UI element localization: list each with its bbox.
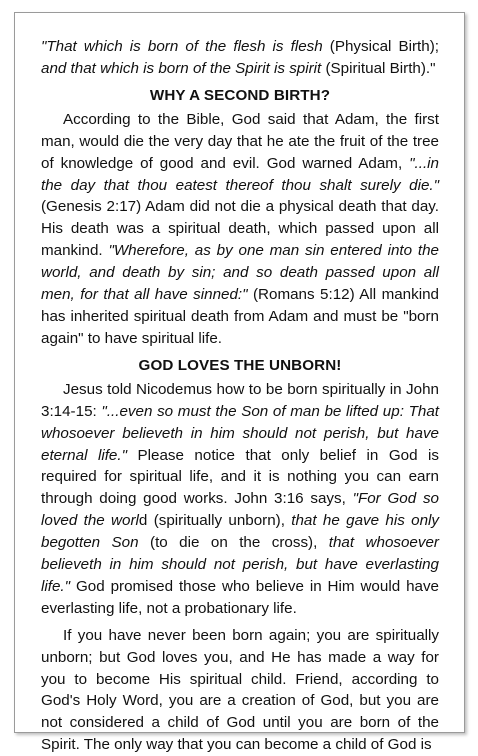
s2-text-1: Jesus told Nicodemus how to be born spiritually in John 3:14-15: — [41, 380, 439, 420]
s1-quote-genesis: "...in the day that thou eatest thereof thou shalt surely die." — [41, 154, 439, 194]
s2-quote-john-3-16a: "For God so loved the worl — [41, 490, 439, 530]
paragraph-nicodemus — [41, 379, 439, 620]
intro-quote-1: "That which is born of the flesh is flesh — [41, 38, 323, 55]
intro-quote-2: and that which is born of the Spirit is spirit — [41, 59, 322, 77]
paragraph-spiritually-unborn: If you have never been born again; you are spiritually unborn; but God loves you, and He has made a way for you to become His spiritual child. Friend, according to God's Holy Word, you are a creation of God, but you are not considered a child of God until you are born of the Spirit. The only way that you can become a child of God is — [41, 626, 439, 754]
s2-text-5: God promised those who believe in Him would have everlasting life, not a probationary life. — [41, 577, 439, 617]
s2-quote-john-3-14: "...even so must the Son of man be lifted up: That whosoever believeth in him should not perish, but have eternal life." — [41, 402, 439, 464]
s2-text-4: (to die on the cross), — [138, 534, 329, 552]
s2-text-2: Please notice that only belief in God is required for spiritual life, and it is nothing you can earn through doing good works. John 3:16 says, — [41, 446, 440, 508]
s2-quote-john-3-16c: that whosoever believeth in him should not perish, but have everlasting life." — [41, 534, 439, 595]
s1-quote-romans: "Wherefore, as by one man sin entered into the world, and death by sin; and so death passed upon all men, for that all have sinned:" — [41, 242, 439, 304]
intro-text-2: (Spiritual Birth)." — [321, 59, 436, 77]
s1-text-1: According to the Bible, God said that Adam, the first man, would die the very day that he ate the fruit of the tree of knowledge of good and evil. God warned Adam, — [41, 110, 439, 172]
s2-text-3: d (spiritually unborn), — [138, 512, 292, 530]
s1-text-3: (Romans 5:12) All mankind has inherited spiritual death from Adam and must be "born again" to have spiritual life. — [41, 286, 439, 347]
paragraph-second-birth — [41, 109, 439, 350]
s1-text-2: (Genesis 2:17) Adam did not die a physical death that day. His death was a spiritual death, which passed upon all mankind. — [41, 198, 439, 260]
intro-text-1: (Physical Birth); — [322, 38, 440, 55]
s2-quote-john-3-16b: that he gave his only begotten Son — [41, 512, 439, 552]
heading-god-loves-unborn: GOD LOVES THE UNBORN! — [138, 356, 342, 374]
intro-paragraph — [41, 36, 439, 80]
tract-text — [41, 36, 439, 756]
heading-why-second-birth: WHY A SECOND BIRTH? — [149, 86, 331, 104]
